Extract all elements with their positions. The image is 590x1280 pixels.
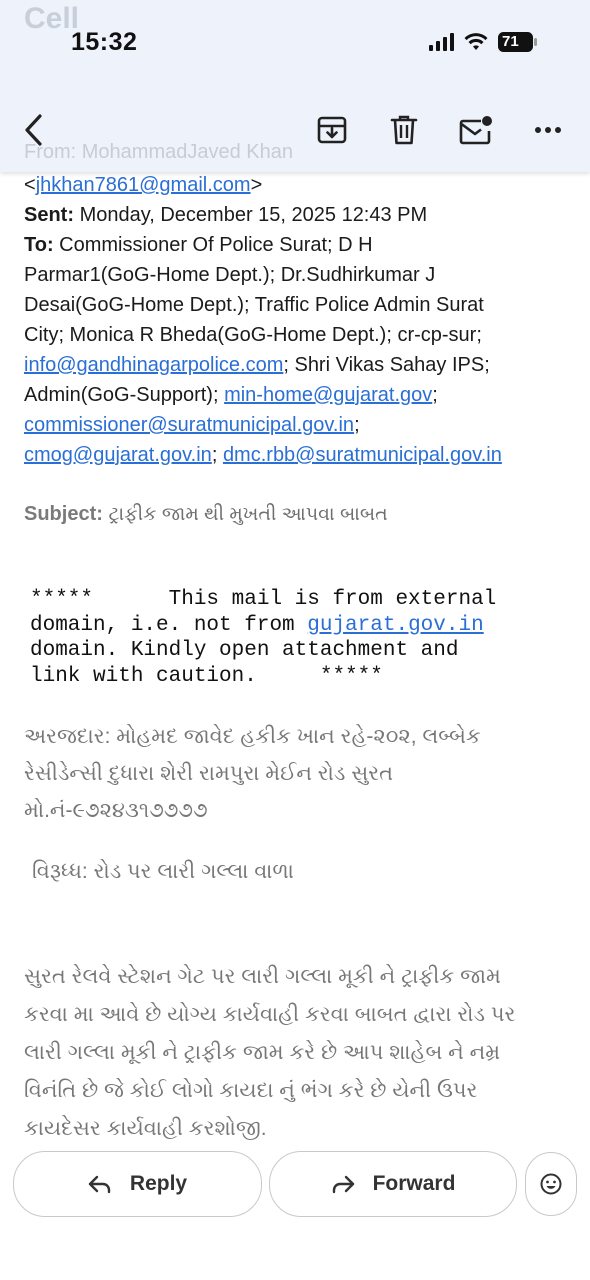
to-line-4: City; Monica R Bheda(GoG-Home Dept.); cr-cp-sur; — [24, 324, 482, 346]
separator: ; — [354, 414, 360, 436]
chevron-left-icon — [22, 113, 46, 147]
email-header — [24, 170, 570, 530]
reply-label: Reply — [129, 1172, 188, 1195]
subject-label: Subject: — [24, 503, 103, 525]
delete-button[interactable] — [384, 110, 424, 150]
scrolled-text-ghost: Cell — [24, 2, 80, 35]
subject-line — [24, 499, 570, 530]
to-line-1 — [24, 230, 570, 260]
battery-level: 71 — [502, 33, 519, 50]
message-body — [24, 958, 574, 1148]
external-mail-warning — [30, 587, 570, 689]
to-line-2: Parmar1(GoG-Home Dept.); Dr.Sudhirkumar J — [24, 264, 436, 286]
recipients-text: ; Shri Vikas Sahay IPS; — [283, 354, 490, 376]
mail-unread-icon — [459, 115, 493, 145]
more-icon — [534, 126, 562, 134]
warning-text: domain, i.e. not from — [30, 613, 308, 637]
to-line-6 — [24, 380, 570, 410]
body-line: કાયદેસર કાર્યવાહી કરશોજી. — [24, 1117, 267, 1140]
more-button[interactable] — [528, 110, 568, 150]
forward-label: Forward — [372, 1172, 456, 1195]
back-button[interactable] — [14, 110, 54, 150]
warning-line — [30, 613, 570, 639]
recipient-link-min-home[interactable]: min-home@gujarat.gov — [224, 384, 433, 406]
sent-line — [24, 200, 570, 230]
reply-arrow-icon — [88, 1174, 112, 1194]
cellular-signal-icon — [429, 33, 454, 51]
sent-label: Sent: — [24, 204, 74, 226]
from-email-link[interactable]: jhkhan7861@gmail.com — [35, 174, 251, 196]
recipient-link-cmog[interactable]: cmog@gujarat.gov.in — [24, 444, 212, 466]
applicant-details — [24, 718, 574, 829]
warning-line: domain. Kindly open attachment and — [30, 639, 459, 662]
status-icons — [429, 32, 538, 52]
top-bar — [0, 0, 590, 172]
body-line: વિનંતિ છે જે કોઈ લોગો કાયદા નું ભંગ કરે છે યેની ઉપર — [24, 1079, 478, 1102]
to-label: To: — [24, 234, 54, 256]
wifi-icon — [464, 33, 488, 51]
body-line: કરવા મા આવે છે યોગ્ય કાર્યવાહી કરવા બાબત દ્વારા રોડ પર — [24, 1003, 516, 1026]
sent-value: Monday, December 15, 2025 12:43 PM — [79, 204, 428, 226]
to-line-8 — [24, 440, 570, 470]
separator: ; — [211, 444, 223, 466]
mark-unread-button[interactable] — [456, 110, 496, 150]
from-email-line — [24, 170, 570, 200]
archive-icon — [317, 115, 347, 145]
trash-icon — [390, 114, 418, 146]
applicant-phone: મો.નં-૯૭૨૪૩૧૭૭૭૭ — [24, 799, 208, 822]
forward-button[interactable] — [269, 1151, 517, 1217]
recipient-link-dmc[interactable]: dmc.rbb@suratmunicipal.gov.in — [222, 444, 502, 466]
recipients-text: Commissioner Of Police Surat; D H — [59, 234, 373, 256]
body-line: સુરત રેલવે સ્ટેશન ગેટ પર લારી ગલ્લા મૂકી ને ટ્રાફીક જામ — [24, 965, 501, 988]
warning-line: ***** This mail is from external — [30, 588, 497, 611]
warning-line: link with caution. ***** — [30, 664, 383, 688]
to-line-5 — [24, 350, 570, 380]
subject-value: ટ્રાફીક જામ થી મુખતી આપવા બાબત — [108, 504, 388, 525]
archive-button[interactable] — [312, 110, 352, 150]
recipient-link-info[interactable]: info@gandhinagarpolice.com — [24, 354, 284, 376]
warning-domain-link[interactable]: gujarat.gov.in — [307, 613, 484, 637]
to-line-3: Desai(GoG-Home Dept.); Traffic Police Admin Surat — [24, 294, 484, 316]
forward-arrow-icon — [331, 1174, 355, 1194]
applicant-line: રેસીડેન્સી દુધારા શેરી રામપુરા મેઈન રોડ સુરત — [24, 762, 394, 785]
against-line: વિરૂધ્ધ: રોડ પર લારી ગલ્લા વાળા — [32, 860, 294, 883]
bracket: < — [24, 174, 36, 196]
status-time: 15:32 — [71, 28, 138, 56]
bracket: > — [250, 174, 263, 196]
scrolled-from-ghost: From: MohammadJaved Khan — [24, 141, 294, 163]
mail-toolbar — [0, 110, 590, 150]
battery-icon — [498, 32, 538, 52]
emoji-reaction-button[interactable] — [525, 1152, 577, 1216]
body-line: લારી ગલ્લા મૂકી ને ટ્રાફીક જામ કરે છે આપ શાહેબ ને નમ્ર — [24, 1041, 501, 1064]
recipient-link-commissioner[interactable]: commissioner@suratmunicipal.gov.in — [24, 414, 355, 436]
to-line-7 — [24, 410, 570, 440]
separator: ; — [432, 384, 438, 406]
emoji-icon — [539, 1172, 563, 1196]
applicant-line: અરજદાર: મોહમદ જાવેદ હકીક ખાન રહે-૨૦૨, લબ્બેક — [24, 725, 481, 748]
reply-button[interactable] — [13, 1151, 262, 1217]
recipients-text: Admin(GoG-Support); — [24, 384, 225, 406]
